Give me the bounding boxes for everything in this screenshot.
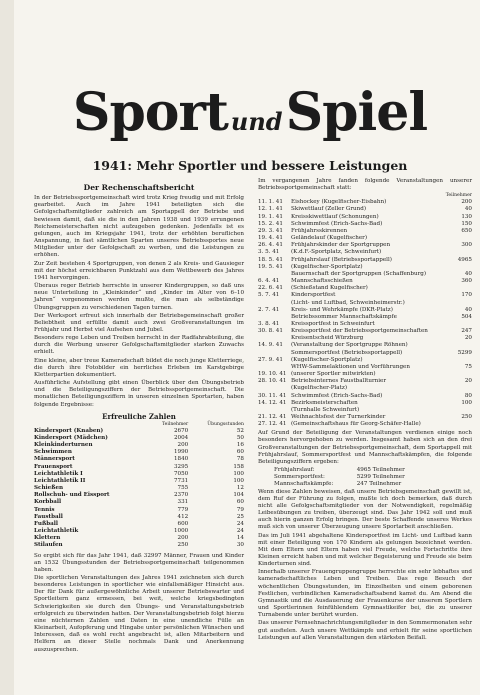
event-participants: 20: [464, 335, 472, 342]
paragraph: Die sportlichen Veranstaltungen des Jahres 1941 zeichneten sich durch besonderes Leistungen in sportlicher wie einfallsmäßiger Hinsicht aus. Der für Dank für außergewöhnliche Arbeit unserer Betriebswarter und Sportleitern ganz ermessen, bei weit, welche kriegsbedingten Schwierigkeiten sie durch den Übungs- und Veranstaltungsbetrieb erfolgreich zu überwinden hatten. Der Veranstaltungsbetrieb folgt hierzu eine nüchternen Zahlen und Daten in eine unendliche Fülle an Kleinarbeit, Aufopferung und Hingabe unter persönlichen Wünschen und Interessen, daß es wohl recht angebracht ist, allen Mitarbeitern und Helfern an dieser Stelle nochmals Dank und Anerkennung auszusprechen.: [34, 574, 244, 653]
event-name: Frühjahrslauf (Betriebssportappell): [291, 256, 392, 263]
table-row: [34, 521, 244, 528]
event-participants: 130: [461, 213, 472, 220]
participants-value: 7731: [173, 477, 189, 484]
figure-value: 247 Teilnehmer: [356, 481, 402, 488]
event-date: [258, 271, 288, 278]
event-row: [258, 385, 472, 392]
participants-value: 1840: [173, 456, 189, 463]
event-date: [258, 385, 288, 392]
event-name: Schwimmfest (Erich-Sachs-Bad): [291, 392, 383, 399]
sport-name: Leichtathletik: [34, 528, 79, 535]
table-row: [34, 528, 244, 535]
event-participants: [432, 371, 472, 378]
event-row: [258, 371, 472, 378]
hours-value: 158: [233, 463, 244, 470]
event-name: (Kugelfischer-Sportplatz): [291, 263, 363, 270]
hours-value: 60: [236, 449, 244, 456]
left-closing: [34, 553, 244, 654]
paragraph: Wenn diese Zahlen beweisen, daß unsere Betriebsgemeinschaft gewillt ist, dem Ruf der Führung zu folgen, mußte ich doch bemerken, daß durch nicht alle Gefolgschaftsmitglieder von der Notwendigkeit, regelmäßig Leibesübungen zu treiben, überzeugt sind. Das Jahr 1942 soll und muß auch hierin ganzen Erfolg bringen. Der beste Schaffende unseres Werkes muß sich von unserer Überzeugung unsere Sportarbeit anschließen.: [258, 488, 472, 531]
table-row: [34, 542, 244, 549]
paragraph: Innerhalb unserer Frauengruppengruppe herrschte ein sehr lebhaftes und kameradschaftliches Leben und Treiben. Das rege Besuch der wöchentlichen Übungsstunden, im Einzelheiten und einem geborenen Festlichen, verbindlichen Kameradschaftsabend kamst du. Am Abend die Gymnastik und die Ausdauerung der Frauenkurse der unserem Sportlern und Sportlerinnen feinfühlendem Gymnastikeifer bei, die zu unserer Turnabende unter berührt wurden.: [258, 569, 472, 619]
event-name: Kreis- und Wehrkämpfe (DKR-Platz): [291, 306, 393, 313]
event-participants: 75: [464, 363, 472, 370]
figure-value: 5299 Teilnehmer: [356, 474, 405, 481]
event-participants: 200: [461, 199, 472, 206]
event-name: (Kugelfischer-Platz): [291, 385, 347, 392]
sport-name: Schwimmen: [34, 449, 72, 456]
figures-table: [274, 467, 424, 488]
event-date: [258, 407, 288, 414]
event-row: [258, 206, 472, 213]
event-date: 18. 5. 41: [258, 256, 283, 263]
participants-value: 331: [177, 499, 189, 506]
event-date: [258, 335, 288, 342]
table-row: [34, 478, 244, 485]
table-row: [34, 464, 244, 471]
sport-name: Fußball: [34, 520, 58, 527]
event-participants: [432, 285, 472, 292]
event-date: 19. 1. 41: [258, 213, 283, 220]
event-name: Betriebsinternes Faustballturnier: [291, 378, 387, 385]
paragraph: Der Werksport erfreut sich innerhalb der Betriebsgemeinschaft großer Beliebtheit und erfüllte damit auch zwei Großveranstaltungen im Frühjahr und Herbst viel Aufsehen und Jubel.: [34, 312, 244, 333]
event-date: 26. 4. 41: [258, 242, 283, 249]
participants-value: 1000: [173, 528, 189, 535]
event-participants: 250: [461, 414, 472, 420]
event-row: [258, 292, 472, 299]
event-row: [258, 314, 472, 321]
events-col-header: Teilnehmer: [445, 193, 472, 199]
event-participants: 504: [461, 313, 472, 320]
sport-name: Rollschuh- und Eissport: [34, 492, 110, 499]
event-participants: 40: [464, 270, 472, 277]
table-heading: Erfreuliche Zahlen: [102, 411, 176, 421]
event-participants: 100: [461, 399, 472, 406]
participants-value: 779: [177, 506, 189, 513]
figure-label: Frühjahrslauf:: [274, 467, 315, 474]
participants-value: 600: [177, 520, 189, 527]
event-date: [258, 300, 288, 307]
event-date: 5. 7. 41: [258, 292, 280, 299]
table-row: [34, 507, 244, 514]
event-name: (Licht- und Luftbad, Schweinheimerstr.): [291, 299, 405, 306]
event-date: [258, 314, 288, 321]
event-name: (Kugelfischer-Sportplatz): [291, 356, 363, 363]
event-date: 29. 3. 41: [258, 227, 283, 234]
col-participants-header: Teilnehmer: [161, 421, 189, 427]
sport-name: Klettern: [34, 535, 61, 542]
event-name: Kreissportfest der Betriebssportgemeinschaften: [291, 328, 428, 335]
table-row: [34, 428, 244, 435]
event-participants: 150: [461, 220, 472, 227]
table-row: [34, 456, 244, 463]
col-hours-header: Übungsstunden: [207, 421, 244, 427]
table-row: [34, 471, 244, 478]
event-name: Frühjahrskinder der Sportgruppen: [291, 242, 391, 249]
event-date: 11. 1. 41: [258, 199, 283, 206]
event-row: [258, 421, 472, 428]
event-date: 14. 12. 41: [258, 399, 287, 406]
paragraph: Überaus reger Betrieb herrschte in unserer Kindergruppen, so daß uns neue Unterteilung in „Kleinkinder“ und „Kinder im Alter von 6–10 Jahren“ vorgenommen werden mußte, die man als selbständige Übungsgruppen zu verschiedenen Tagen turnen.: [34, 283, 244, 311]
event-row: [258, 235, 472, 242]
event-date: 19. 5. 41: [258, 263, 283, 270]
event-name: Betriebssommer Mannschaftskämpfe: [291, 313, 397, 320]
sport-name: Leichtathletik I: [34, 470, 83, 477]
hours-value: 100: [233, 477, 244, 484]
event-participants: [432, 249, 472, 256]
hours-value: 79: [236, 506, 244, 513]
event-date: 12. 1. 41: [258, 206, 283, 213]
sport-name: Schießen: [34, 485, 64, 492]
event-date: 6. 4. 41: [258, 278, 280, 285]
event-name: (Turnhalle Schweinfurt): [291, 406, 360, 413]
events-table: [258, 193, 472, 428]
event-date: 27. 9. 41: [258, 356, 283, 363]
event-participants: [432, 407, 472, 414]
participants-value: 3295: [173, 463, 189, 470]
event-row: [258, 221, 472, 228]
event-name: Kindersportfest: [291, 292, 336, 299]
table-row: [34, 514, 244, 521]
event-row: [258, 285, 472, 292]
figure-value: 4965 Teilnehmer: [356, 467, 405, 474]
paragraph: Das im Juli 1941 abgehaltene Kindersportfest im Licht- und Luftbad kann mit einer Beteiligung von 170 Kindern als gelungen bezeichnet werden. Mit dem Eltern und Eltern haben viel Freude, welche Fortschritte ihre Kleinen erreicht haben und mit welcher Begeisterung und Freude sie beim Kinderturnen sind.: [258, 532, 472, 568]
paragraph: In der Betriebssportgemeinschaft wird trotz Krieg freudig und mit Erfolg gearbeitet. Auch im Jahre 1941 beteiligten sich die Gefolgschaftsmitglieder zahlreich am Sportappell der Betriebe und bewiesen damit, daß sie die in den Jahren 1938 und 1939 errungenen Reichsmeisterschaften nicht aufzugeben gedenken. Jedenfalls ist es gelungen, auch im Kriegsjahr 1941, trotz der erhöhten beruflichen Anspannung, in fast sämtlichen Sparten unseres Betriebssportes neue Mitglieder unter der Gefolgschaft zu werben, und die Leistungen zu erhöhen.: [34, 195, 244, 259]
event-row: [258, 264, 472, 271]
event-participants: [432, 421, 472, 428]
event-row: [258, 407, 472, 414]
event-participants: 650: [461, 227, 472, 234]
sport-name: Kindersport (Knaben): [34, 427, 104, 434]
right-intro: Im vergangenen Jahre fanden folgende Veranstaltungen unserer Betriebssportgemeinschaft statt:: [258, 178, 472, 192]
event-date: 27. 12. 41: [258, 421, 287, 428]
event-date: 30. 8. 41: [258, 328, 283, 335]
event-participants: 40: [464, 306, 472, 313]
event-name: (K.d.F.-Sportplatz, Schweinfurt): [291, 249, 382, 256]
event-name: Schwimmfest (Erich-Sachs-Bad): [291, 220, 383, 227]
event-participants: 300: [461, 242, 472, 249]
event-participants: 360: [461, 278, 472, 285]
event-date: 2. 7. 41: [258, 306, 280, 313]
hours-value: 14: [236, 535, 244, 542]
event-row: [258, 357, 472, 364]
event-row: [258, 249, 472, 256]
event-row: [258, 393, 472, 400]
figure-label: Sommersportfest:: [274, 474, 325, 481]
event-date: 21. 12. 41: [258, 414, 287, 420]
event-participants: [432, 264, 472, 271]
sport-name: Korbball: [34, 499, 62, 506]
event-date: 14. 9. 41: [258, 342, 283, 349]
left-column: [34, 178, 244, 655]
participants-value: 200: [177, 535, 189, 542]
hours-value: 25: [236, 513, 244, 520]
event-name: Skiwettlauf (Zeller Grund): [291, 206, 367, 213]
event-date: 15. 2. 41: [258, 220, 283, 227]
event-name: Mannschaftsschießen: [291, 278, 353, 285]
event-name: Weihnachtsfest der Turnerkinder: [291, 414, 386, 420]
figure-label: Mannschaftskämpfe:: [274, 481, 334, 488]
table-row: [34, 442, 244, 449]
participants-value: 2004: [173, 435, 189, 441]
page-subtitle: 1941: Mehr Sportler und bessere Leistungen: [92, 158, 408, 173]
table-row: [34, 492, 244, 499]
participants-value: 412: [177, 513, 189, 520]
event-row: [258, 214, 472, 221]
event-name: (Veranstaltung der Sportgruppe Röhnen): [291, 342, 408, 349]
event-participants: [432, 357, 472, 364]
event-date: 3. 8. 41: [258, 320, 280, 327]
paragraph: Eine kleine, aber treue Kameradschaft bildet die noch junge Kletterriege, die durch ihre Fotobilder ein herrliches Erleben im Karstgebirge Kletterpartien dokumentiert.: [34, 357, 244, 378]
event-name: Kreissportfest in Schweinfurt: [291, 320, 375, 327]
participants-value: 1990: [173, 449, 189, 456]
event-date: [258, 364, 288, 371]
hours-value: 78: [236, 456, 244, 463]
left-paragraphs: [34, 195, 244, 409]
event-date: 28. 10. 41: [258, 378, 287, 385]
participants-value: 2670: [173, 427, 189, 434]
hours-value: 52: [236, 427, 244, 434]
event-name: Kreisentscheid Würzburg: [291, 335, 364, 342]
table-row: [34, 435, 244, 442]
event-row: [258, 328, 472, 335]
event-participants: 40: [464, 206, 472, 213]
event-name: Sommersportfest (Betriebssportappell): [291, 349, 403, 356]
participants-value: 7050: [173, 470, 189, 477]
event-participants: 4965: [457, 256, 472, 263]
paragraph: Ausführliche Aufstellung gibt einen Überblick über den Übungsbetrieb und die Beteiligungsziffern der Betriebssportgemeinschaft. Die monatlichen Beteiligungsziffern in unseren einzelnen Sportarten, haben folgende Ergebnisse:: [34, 380, 244, 408]
event-row: [258, 257, 472, 264]
participants-value: 250: [177, 542, 189, 549]
event-name: Eishockey (Kugelfischer-Eisbahn): [291, 199, 387, 206]
event-participants: [432, 342, 472, 349]
event-row: [258, 342, 472, 349]
title-und: und: [230, 107, 283, 136]
sport-name: Leichtathletik II: [34, 477, 86, 484]
event-participants: 247: [461, 328, 472, 335]
event-row: [258, 271, 472, 278]
event-participants: 170: [461, 292, 472, 299]
event-name: (unserer Sportler mitwirkten): [291, 371, 376, 378]
hours-value: 60: [236, 499, 244, 506]
hours-value: 24: [236, 520, 244, 527]
right-paragraphs: [258, 489, 472, 642]
event-name: Frühjahrsskirennen: [291, 227, 348, 234]
event-date: 19. 10. 41: [258, 371, 287, 378]
page-title: [20, 82, 480, 143]
event-participants: [432, 235, 472, 242]
event-row: [258, 300, 472, 307]
hours-value: 104: [233, 492, 244, 499]
hours-value: 50: [236, 435, 244, 441]
table-row: [34, 485, 244, 492]
event-date: [258, 350, 288, 357]
event-date: 30. 11. 41: [258, 392, 287, 399]
event-name: (Gemeinschaftshaus für Georg-Schäfer-Halle): [291, 421, 421, 428]
event-name: Geländelauf (Kugelfischer): [291, 235, 367, 242]
event-participants: [432, 300, 472, 307]
right-column: [258, 178, 472, 643]
figure-row: [274, 481, 424, 488]
hours-value: 24: [236, 528, 244, 535]
event-row: [258, 321, 472, 328]
left-heading: Der Rechenschaftsbericht: [83, 183, 195, 192]
event-date: 19. 4. 41: [258, 235, 283, 242]
title-sport: Sport: [72, 82, 228, 143]
event-name: Bezirksmeisterschaften: [291, 399, 358, 406]
event-name: (Schießstand Kugelfischer): [291, 285, 368, 292]
event-row: [258, 307, 472, 314]
event-participants: 80: [464, 392, 472, 399]
sport-name: Faustball: [34, 513, 63, 520]
event-date: 22. 6. 41: [258, 285, 283, 292]
figure-row: [274, 474, 424, 481]
sport-name: Kleinkinderturnen: [34, 442, 93, 449]
event-row: [258, 364, 472, 371]
paragraph: So ergibt sich für das Jahr 1941, daß 32997 Männer, Frauen und Kinder an 1532 Übungsstunden der Betriebssportgemeinschaft teilgenommen haben.: [34, 552, 244, 573]
paragraph: Besonders rege Leben und Treiben herrscht in der Radfahrabteilung, die durch die Werbung unserer Gefolgschaftsmitglieder starken Zuwachs erhielt.: [34, 335, 244, 356]
event-row: [258, 350, 472, 357]
event-name: Kreisskiwettlauf (Schonungen): [291, 213, 379, 220]
participants-value: 200: [177, 442, 189, 449]
title-spiel: Spiel: [285, 82, 428, 143]
paragraph: Zur Zeit bestehen 4 Sportgruppen, von denen 2 als Kreis- und Gausieger mit der höchst erreichbaren Punktzahl aus dem Wettbewerb des Jahres 1941 hervorgingen.: [34, 260, 244, 281]
participants-value: 2370: [173, 492, 189, 499]
statistics-table: [34, 422, 244, 550]
sport-name: Stilaufen: [34, 542, 63, 549]
event-date: 3. 5. 41: [258, 249, 280, 256]
hours-value: 16: [236, 442, 244, 449]
page-edge: [0, 0, 14, 695]
sport-name: Männersport: [34, 456, 75, 463]
event-participants: 5299: [457, 349, 472, 356]
hours-value: 100: [233, 470, 244, 477]
sport-name: Frauensport: [34, 463, 73, 470]
sport-name: Kindersport (Mädchen): [34, 435, 108, 441]
event-name: WHW-Sammelaktionen und Vorführungen: [291, 363, 410, 370]
hours-value: 12: [236, 485, 244, 492]
hours-value: 30: [236, 542, 244, 549]
event-name: Bauernschaft der Sportgruppen (Schaffenburg): [291, 270, 427, 277]
paragraph: Das unserer Fernsehnachrichtungsmitglieder in den Sommermonaten sehr gut ausfielen. Auch unsere Wettkämpfe und erhielt für seine sportlichen Leistungen auf allen Veranstaltungen den stärksten Beifall.: [258, 620, 472, 641]
participants-value: 755: [177, 485, 189, 492]
event-participants: [432, 385, 472, 392]
figure-row: [274, 467, 424, 474]
event-row: [258, 400, 472, 407]
table-row: [34, 499, 244, 506]
table-row: [34, 535, 244, 542]
sport-name: Tennis: [34, 506, 55, 513]
event-participants: 20: [464, 378, 472, 385]
right-para-1: Auf Grund der Beteiligung der Veranstaltungen verdienen einige noch besonders hervorgehoben zu werden. Insgesamt haben sich an den drei Großveranstaltungen der Betriebssportgemeinschaft, dem Sportappell mit Frühjahrslauf, Sommersportfest und Mannschaftskämpfen, die folgende Beteiligungsziffern ergeben:: [258, 430, 472, 465]
event-participants: [432, 321, 472, 328]
